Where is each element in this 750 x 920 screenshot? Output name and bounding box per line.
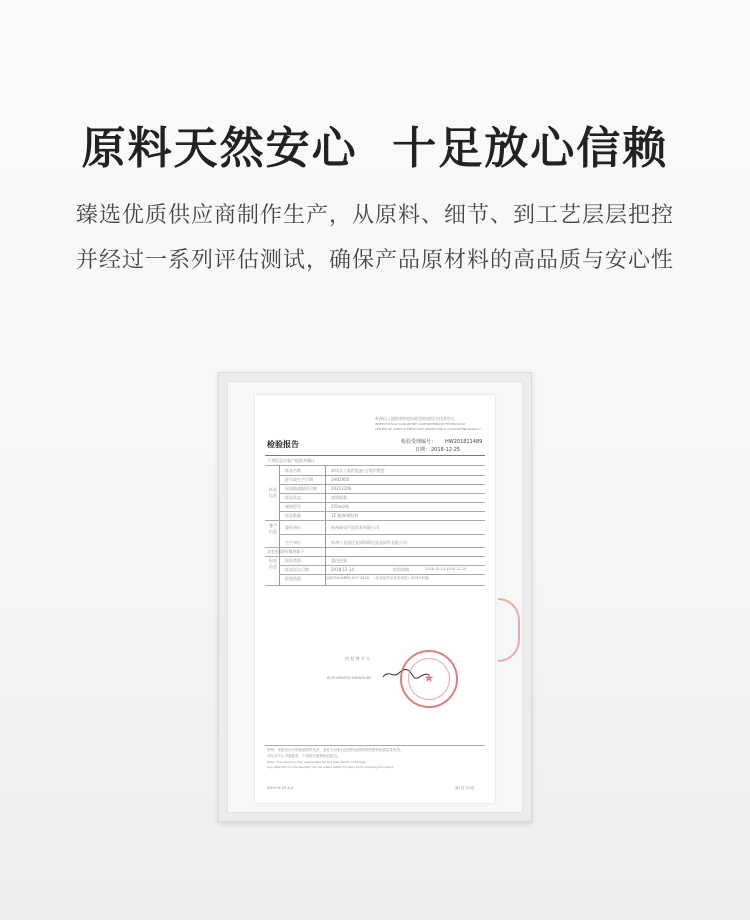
- section-note: 下列信息由客户提供并确认: [267, 458, 315, 463]
- report-date: 2018-12-25: [431, 447, 461, 453]
- headline: 原料天然安心 十足放心信赖: [81, 123, 669, 174]
- report-date-label: 日期：: [415, 447, 431, 453]
- row-line: [279, 493, 485, 494]
- client-row-value: 杭州网采严选贸易有限公司: [331, 525, 379, 530]
- row-label: 样品状态: [285, 495, 301, 500]
- official-seal: [400, 650, 458, 708]
- test-group-label: 检验信息: [269, 558, 277, 569]
- footer-line-4: Any objection to the result(s) can be raised within 15 days from receiving the report.: [267, 765, 395, 769]
- title-rule: [265, 455, 485, 456]
- row-line: [279, 574, 485, 575]
- inspection-report: [255, 395, 495, 803]
- received-label: 样品送达日期: [285, 567, 309, 572]
- page-number: 第1页 共4页: [455, 786, 475, 790]
- row-label: 批号或生产日期: [285, 477, 313, 482]
- row-line: [279, 502, 485, 503]
- subtitle-line-2: 并经过一系列评估测试，确保产品原材料的高品质与安心性: [75, 248, 674, 273]
- row-value: 1H0290S: [331, 477, 350, 482]
- report-number: HW201811489: [445, 439, 483, 445]
- basis-label: 检验依据: [285, 576, 301, 581]
- test-type-value: 委托检验: [331, 558, 347, 563]
- table-top: [265, 465, 485, 466]
- row-line: [279, 511, 485, 512]
- group-line: [265, 520, 485, 521]
- table-col-2: [325, 465, 326, 585]
- row-line: [279, 484, 485, 485]
- row-label: 样品数量: [285, 513, 301, 518]
- group-line: [265, 556, 485, 557]
- footer-line-2: 未经本中心书面批准，不得部分复制检验报告。: [267, 754, 341, 758]
- row-label: 规格型号: [285, 504, 301, 509]
- row-value: 泰风女士私护洗液-日常护理型: [331, 468, 385, 473]
- row-value: 20211206: [331, 486, 352, 491]
- group-line: [265, 547, 485, 548]
- lab-note: 实验室提供/调用如下: [267, 549, 305, 554]
- agency-name: 苏州出入境检验检疫局检验检疫综合技术中心: [375, 416, 455, 421]
- table-col-1: [279, 465, 280, 585]
- subtitle-line-1: 臻选优质供应商制作生产，从原料、细节、到工艺层层把控: [75, 203, 674, 228]
- client-row-label: 生产单位: [285, 540, 301, 545]
- basis-value: Q/JZ0501ARRS-007-2018、《化妆品安全技术规范》(2015年版): [325, 576, 430, 580]
- footer-line-3: Note: This report is only responsible for the test results of sample.: [267, 760, 367, 764]
- client-row-label: 委托单位: [285, 525, 301, 530]
- test-type-label: 检验类别: [285, 558, 301, 563]
- agency-en-2: CENTER OF SUZHOU ENTRY-EXIT INSPECTION & QUARANTINE BUREAU: [375, 427, 481, 431]
- row-line: [279, 565, 485, 566]
- footer-code: JSZX-HY-25 A-4: [267, 786, 294, 790]
- received-value: 2018.12.14: [331, 567, 354, 572]
- row-line: [279, 475, 485, 476]
- row-label: 保质期或限用日期: [285, 486, 317, 491]
- authorized-cn: 授 权 签 字 人: [345, 656, 371, 661]
- row-line: [279, 534, 485, 535]
- table-bottom: [265, 585, 485, 586]
- client-row-value: 苏州工业园区安诺科斯化妆品研发有限公司: [331, 540, 407, 545]
- footer-rule: [265, 745, 485, 746]
- row-value: 12 瓶/纸塑包材: [331, 513, 359, 518]
- row-label: 样品名称: [285, 468, 301, 473]
- row-value: 透明瓶装: [331, 495, 347, 500]
- authorized-en: AUTHORIZED SIGNATURE: [327, 676, 372, 680]
- row-value: 250ml/瓶: [331, 504, 349, 509]
- sample-group-label: 样品信息: [269, 487, 277, 498]
- agency-en-1: INSPECTION & QUARANTINE COMPREHENSIVE TECHNOLOGY: [375, 422, 466, 426]
- client-group-label: 客户信息: [269, 523, 277, 534]
- footer-line-1: 声明：本报告仅对所检测试样负责，委托人对来自送检样品所附带的资料的真实性负责，: [267, 748, 404, 752]
- period-label: 检验周期: [393, 567, 409, 572]
- report-number-label: 检验受理编号：: [401, 439, 437, 445]
- seal-star-icon: ★: [423, 671, 435, 685]
- report-title: 检验报告: [267, 440, 299, 449]
- period-value: 2018.12.14-2018.12.20: [425, 567, 467, 571]
